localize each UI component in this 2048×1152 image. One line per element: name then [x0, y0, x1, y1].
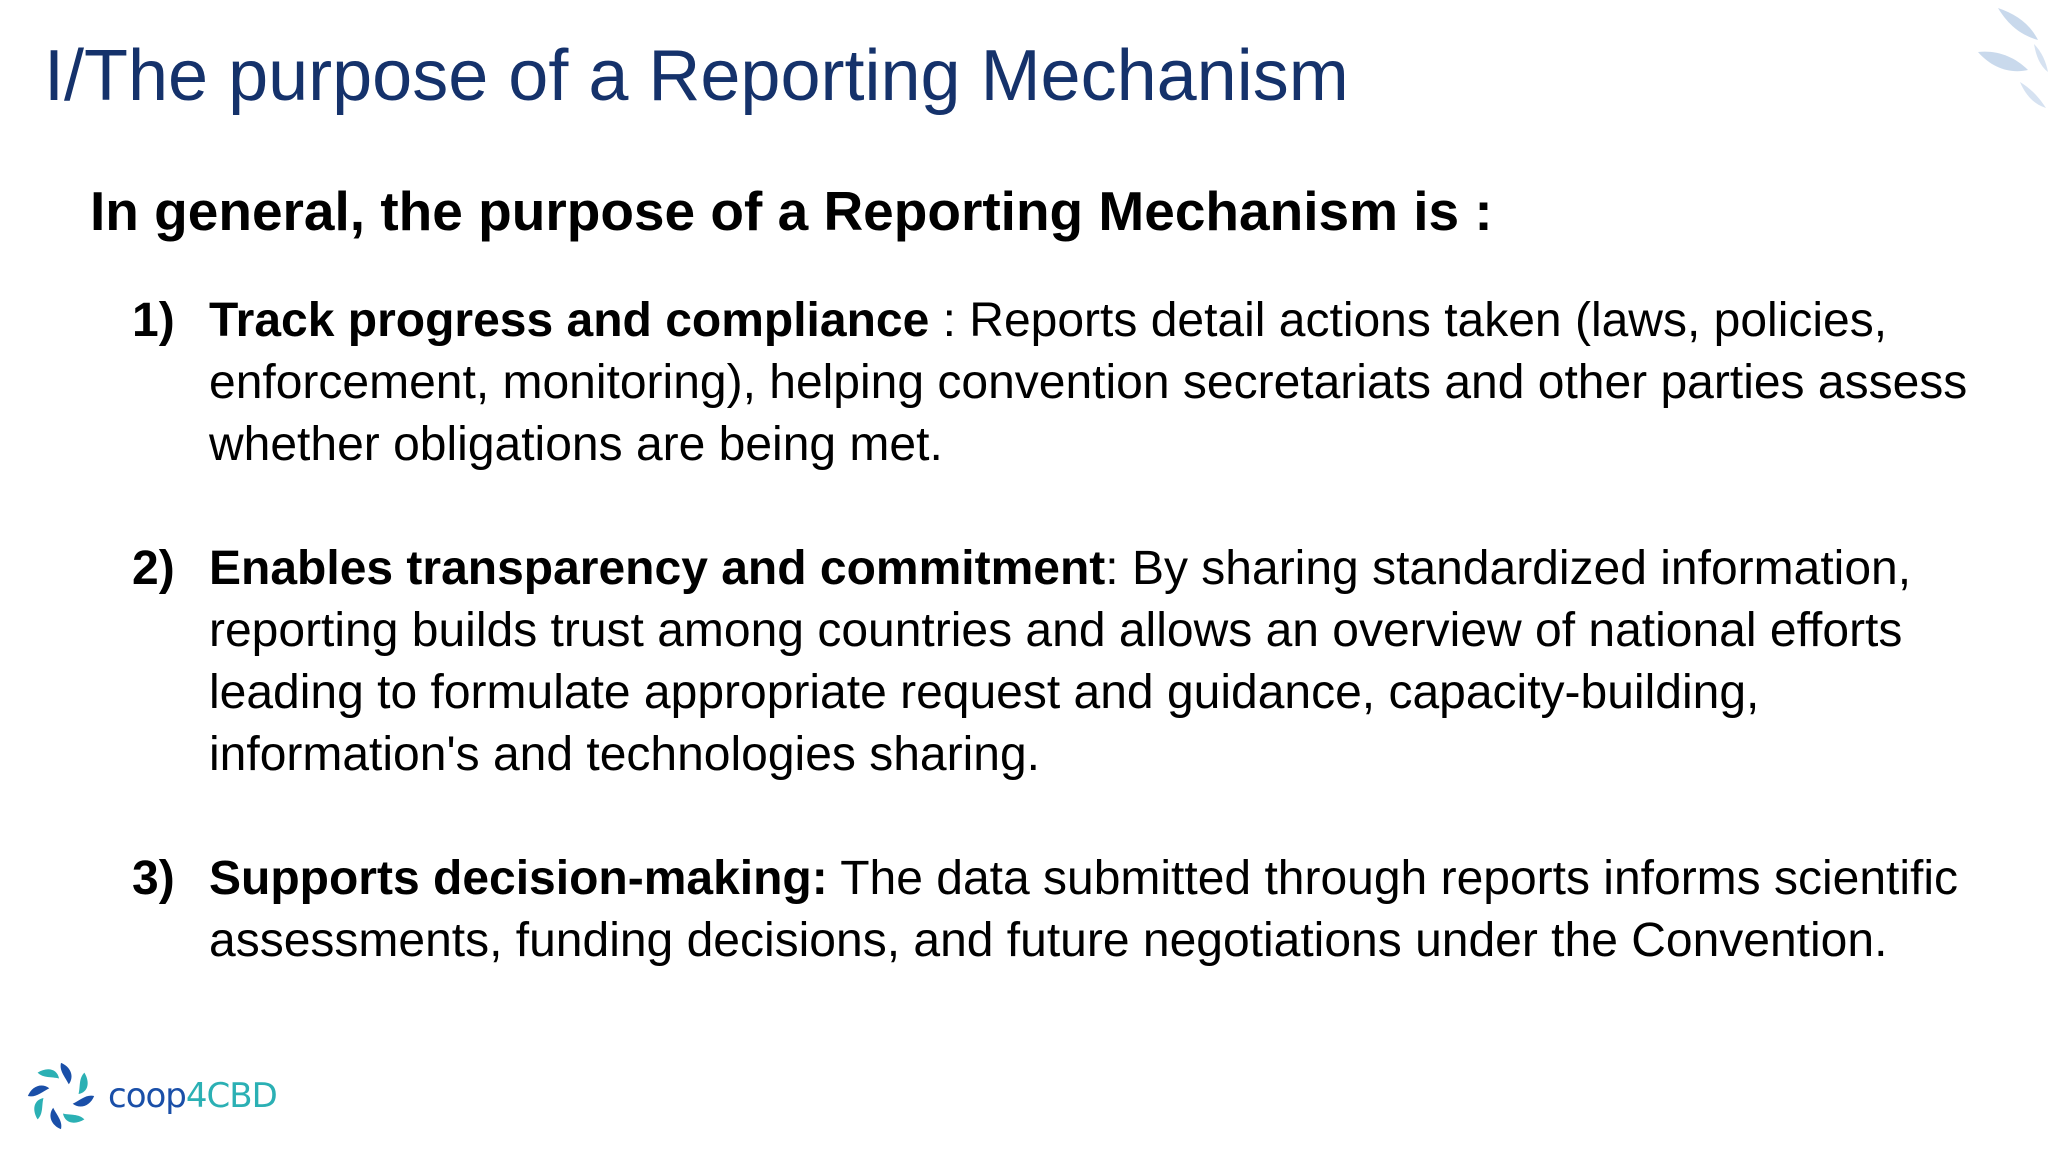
- item-heading: Track progress and compliance: [209, 294, 930, 347]
- item-text: : By sharing standardized information, reporting builds trust among countries and allows an overview of national efforts leading to formulate appropriate request and guidance, capacity-building, information's and technologies sharing.: [209, 542, 1912, 781]
- item-heading: Supports decision-making:: [209, 852, 828, 905]
- slide-subtitle: In general, the purpose of a Reporting Mechanism is :: [90, 180, 1493, 242]
- coop4cbd-swirl-logo-icon: [22, 1057, 100, 1135]
- corner-leaf-decoration-icon: [1938, 0, 2048, 110]
- purpose-item: [132, 848, 1982, 972]
- coop4cbd-logo: [22, 1055, 277, 1137]
- item-number: 1): [132, 294, 175, 347]
- item-number: 2): [132, 542, 175, 595]
- item-text: : Reports detail actions taken (laws, policies, enforcement, monitoring), helping convention secretariats and other parties assess whether obligations are being met.: [209, 294, 1968, 471]
- purpose-list: [132, 290, 1982, 1034]
- purpose-item: [132, 538, 1982, 786]
- logo-wordmark: coop4CBD: [108, 1076, 277, 1116]
- item-text: The data submitted through reports informs scientific assessments, funding decisions, and future negotiations under the Convention.: [209, 852, 1959, 967]
- slide-title: I/The purpose of a Reporting Mechanism: [44, 36, 1349, 116]
- item-number: 3): [132, 852, 175, 905]
- item-heading: Enables transparency and commitment: [209, 542, 1106, 595]
- purpose-item: [132, 290, 1982, 476]
